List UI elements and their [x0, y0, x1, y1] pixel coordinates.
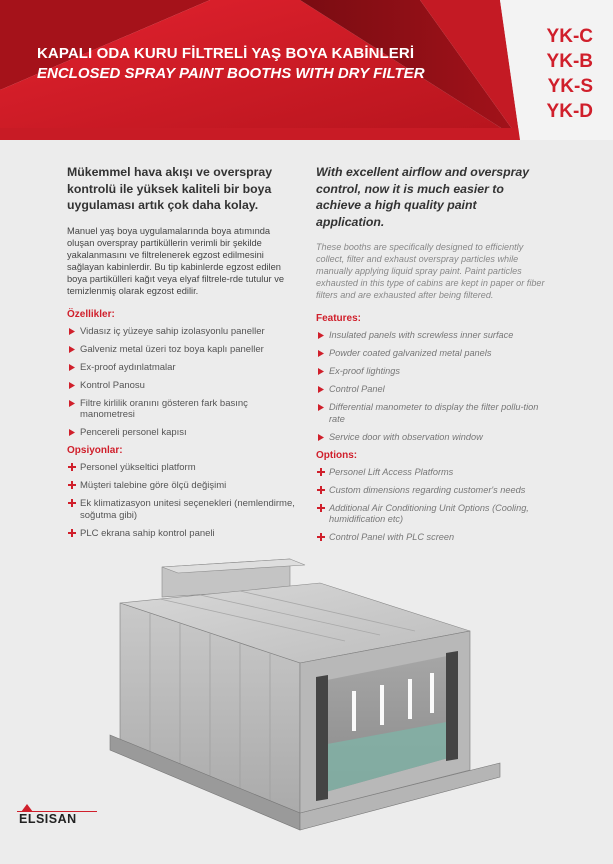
spray-booth-illustration: [90, 545, 510, 845]
list-item: Control Panel with PLC screen: [316, 532, 548, 544]
features-list-en: [316, 330, 548, 443]
turkish-column: [67, 164, 299, 546]
model-codes: [547, 24, 593, 124]
model-code: YK-C: [546, 26, 593, 47]
list-item: Personel Lift Access Platforms: [316, 467, 548, 479]
triangle-bullet-icon: [69, 429, 75, 436]
options-list-en: [316, 467, 548, 544]
plus-bullet-icon: [317, 504, 325, 512]
title-turkish: KAPALI ODA KURU FİLTRELİ YAŞ BOYA KABİNLERİ: [37, 45, 415, 62]
triangle-bullet-icon: [69, 364, 75, 371]
title-english: ENCLOSED SPRAY PAINT BOOTHS WITH DRY FILTER: [37, 65, 425, 82]
list-item: Insulated panels with screwless inner surface: [316, 330, 548, 342]
brand-logo: ELSISAN: [19, 812, 77, 826]
triangle-bullet-icon: [69, 328, 75, 335]
triangle-bullet-icon: [318, 368, 324, 375]
plus-bullet-icon: [68, 463, 76, 471]
triangle-bullet-icon: [318, 404, 324, 411]
features-list-tr: [67, 326, 299, 439]
list-item: Kontrol Panosu: [67, 380, 299, 392]
model-code: YK-B: [546, 51, 593, 72]
list-item: Control Panel: [316, 384, 548, 396]
options-list-tr: [67, 462, 299, 539]
options-heading-en: Options:: [316, 449, 358, 461]
body-text-tr: Manuel yaş boya uygulamalarında boya atımında oluşan overspray partiküllerin verimli bir şekilde yakalanmasını ve filtrelenerek egzost edilmesini sağlayan kabinlerdir. Bu tip kabinlerde egzost edilen boya partikülleri kağıt veya elyaf filtrele-rde tutulur ve temizlenmiş olarak egzost edilir.: [67, 225, 285, 296]
list-item: Filtre kirlilik oranını gösteren fark basınç manometresi: [67, 398, 299, 421]
list-item: PLC ekrana sahip kontrol paneli: [67, 528, 299, 540]
plus-bullet-icon: [68, 529, 76, 537]
lead-text-tr: Mükemmel hava akışı ve overspray kontrolü ile yüksek kaliteli bir boya uygulaması artık çok daha kolay.: [67, 165, 273, 212]
list-item: Powder coated galvanized metal panels: [316, 348, 548, 360]
plus-bullet-icon: [317, 533, 325, 541]
plus-bullet-icon: [68, 481, 76, 489]
list-item: Pencereli personel kapısı: [67, 427, 299, 439]
features-heading-en: Features:: [316, 313, 362, 324]
list-item: Ex-proof lightings: [316, 366, 548, 378]
english-column: [316, 164, 548, 550]
list-item: Ek klimatizasyon unitesi seçenekleri (nemlendirme, soğutma gibi): [67, 498, 299, 521]
triangle-bullet-icon: [318, 332, 324, 339]
model-code: YK-S: [547, 76, 593, 97]
header-banner: [0, 0, 613, 140]
triangle-bullet-icon: [69, 400, 75, 407]
list-item: Service door with observation window: [316, 432, 548, 444]
list-item: Vidasız iç yüzeye sahip izolasyonlu paneller: [67, 326, 299, 338]
model-code: YK-D: [546, 101, 593, 122]
triangle-bullet-icon: [69, 382, 75, 389]
list-item: Ex-proof aydınlatmalar: [67, 362, 299, 374]
triangle-bullet-icon: [69, 346, 75, 353]
triangle-bullet-icon: [318, 350, 324, 357]
list-item: Galveniz metal üzeri toz boya kaplı paneller: [67, 344, 299, 356]
logo-mark-icon: [17, 802, 97, 812]
list-item: Differential manometer to display the filter pollu-tion rate: [316, 402, 548, 425]
list-item: Müşteri talebine göre ölçü değişimi: [67, 480, 299, 492]
list-item: Additional Air Conditioning Unit Options (Cooling, humidification etc): [316, 503, 548, 526]
triangle-bullet-icon: [318, 434, 324, 441]
plus-bullet-icon: [317, 468, 325, 476]
features-heading-tr: Özellikler:: [67, 308, 115, 320]
body-text-en: These booths are specifically designed to efficiently collect, filter and exhaust overspray particles while manually applying liquid spray paint. Paint particles exhausted in this type of cabins are kept in paper or fiber filters and are exhausted after being filtered.: [316, 242, 545, 300]
list-item: Personel yükseltici platform: [67, 462, 299, 474]
plus-bullet-icon: [317, 486, 325, 494]
plus-bullet-icon: [68, 499, 76, 507]
list-item: Custom dimensions regarding customer's needs: [316, 485, 548, 497]
lead-text-en: With excellent airflow and overspray control, now it is much easier to achieve a high quality paint application.: [316, 165, 530, 229]
triangle-bullet-icon: [318, 386, 324, 393]
options-heading-tr: Opsiyonlar:: [67, 445, 123, 456]
